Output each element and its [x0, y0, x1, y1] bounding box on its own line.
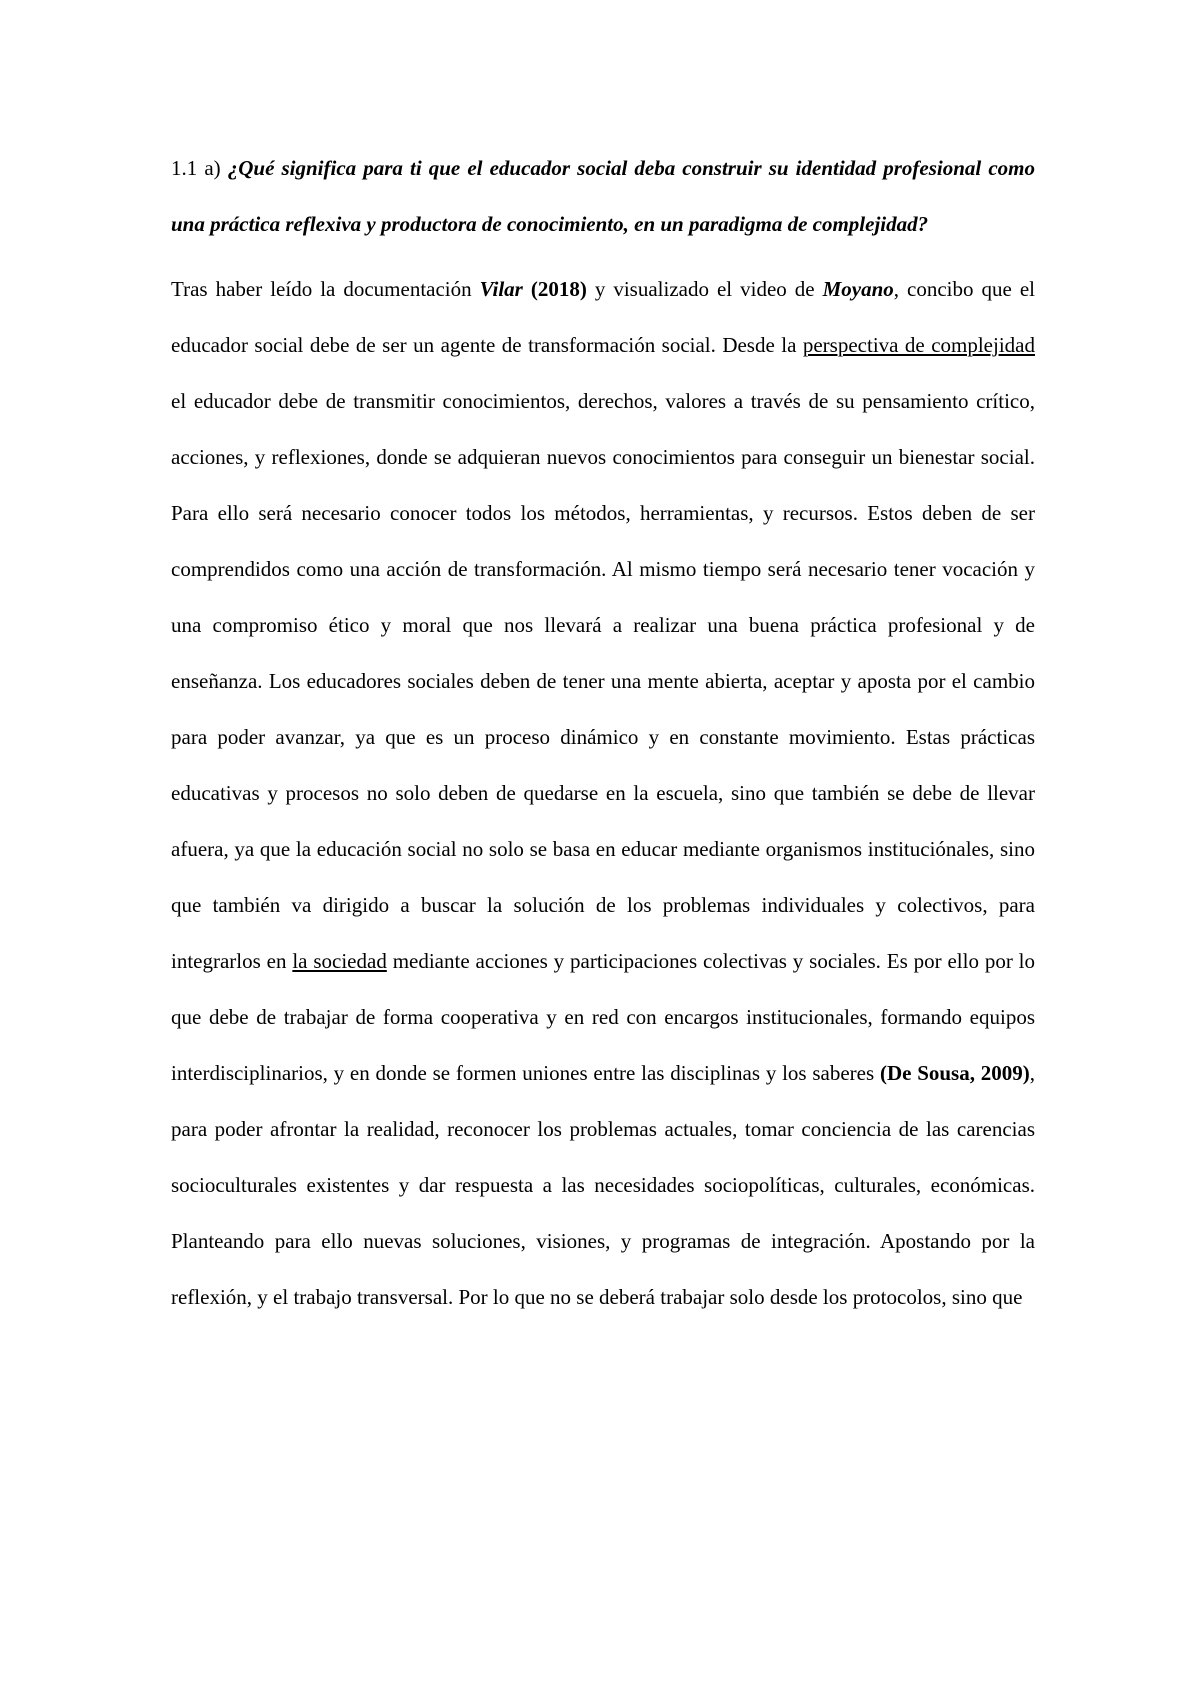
underlined-term: la sociedad [292, 949, 387, 973]
question-text: ¿Qué significa para ti que el educador social deba construir su identidad profesional como una práctica reflexiva y productora de conocimiento, en un paradigma de complejidad? [171, 156, 1035, 236]
author-reference: Vilar [479, 277, 523, 301]
answer-paragraph [171, 261, 1035, 1325]
question-heading [171, 140, 1035, 252]
author-reference: Moyano [822, 277, 894, 301]
question-number: 1.1 a) [171, 156, 221, 180]
paragraph-text: , para poder afrontar la realidad, reconocer los problemas actuales, tomar conciencia de las carencias socioculturales existentes y dar respuesta a las necesidades sociopolíticas, culturales, económicas. Planteando para ello nuevas soluciones, visiones, y programas de integración. Apostando por la reflexión, y el trabajo transversal. Por lo que no se deberá trabajar solo desde los protocolos, sino que [171, 1061, 1035, 1309]
year-reference: (2018) [530, 277, 587, 301]
citation: (De Sousa, 2009) [879, 1061, 1030, 1085]
paragraph-text: el educador debe de transmitir conocimientos, derechos, valores a través de su pensamiento crítico, acciones, y reflexiones, donde se adquieran nuevos conocimientos para conseguir un bienestar social. Para ello será necesario conocer todos los métodos, herramientas, y recursos. Estos deben de ser comprendidos como una acción de transformación. Al mismo tiempo será necesario tener vocación y una compromiso ético y moral que nos llevará a realizar una buena práctica profesional y de enseñanza. Los educadores sociales deben de tener una mente abierta, aceptar y aposta por el cambio para poder avanzar, ya que es un proceso dinámico y en constante movimiento. Estas prácticas educativas y procesos no solo deben de quedarse en la escuela, sino que también se debe de llevar afuera, ya que la educación social no solo se basa en educar mediante organismos instituciónales, sino que también va dirigido a buscar la solución de los problemas individuales y colectivos, para integrarlos en [171, 389, 1035, 973]
paragraph-text: , concibo que el educador social debe de ser un agente de transformación social. Desde la [171, 277, 1035, 357]
underlined-term: perspectiva de complejidad [802, 333, 1035, 357]
document-content [171, 140, 1035, 1325]
paragraph-text: y visualizado el video de [594, 277, 815, 301]
paragraph-text: Tras haber leído la documentación [171, 277, 472, 301]
paragraph-text: mediante acciones y participaciones colectivas y sociales. Es por ello por lo que debe de trabajar de forma cooperativa y en red con encargos institucionales, formando equipos interdisciplinarios, y en donde se formen uniones entre las disciplinas y los saberes [171, 949, 1035, 1085]
